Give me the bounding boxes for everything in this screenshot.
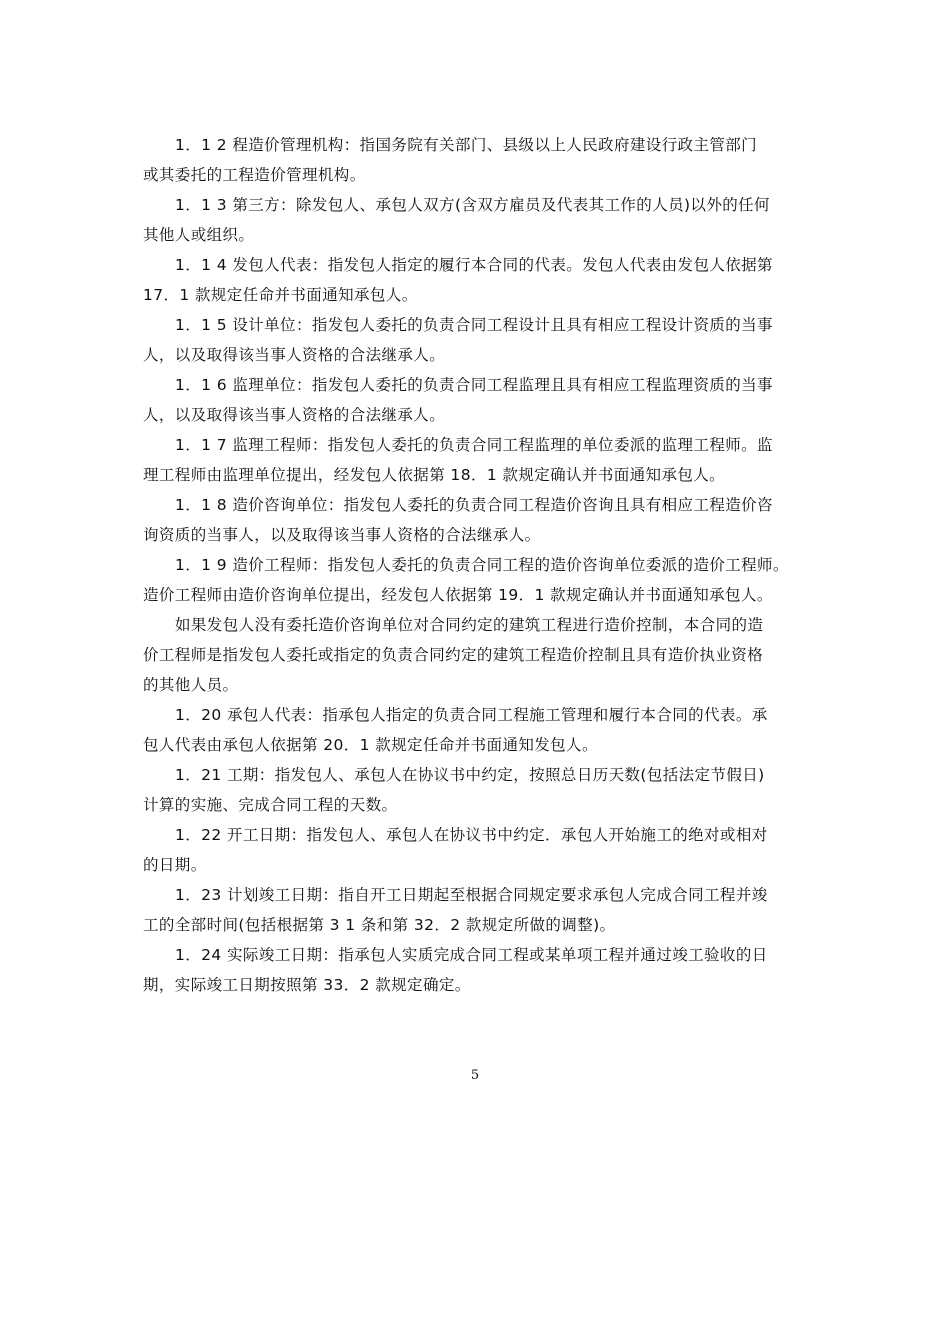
text-line: 的日期。 xyxy=(143,856,207,874)
text-line: 造价工程师由造价咨询单位提出，经发包人依据第 19．1 款规定确认并书面通知承包人。 xyxy=(143,586,773,604)
text-line: 人，以及取得该当事人资格的合法继承人。 xyxy=(143,406,446,424)
text-line: 1．1 4 发包人代表：指发包人指定的履行本合同的代表。发包人代表由发包人依据第 xyxy=(175,256,773,274)
text-line: 1．24 实际竣工日期：指承包人实质完成合同工程或某单项工程并通过竣工验收的日 xyxy=(175,946,768,964)
paragraph xyxy=(143,550,823,610)
paragraph xyxy=(143,700,823,760)
text-line: 的其他人员。 xyxy=(143,676,239,694)
text-line: 其他人或组织。 xyxy=(143,226,255,244)
paragraph xyxy=(143,820,823,880)
paragraph xyxy=(143,610,823,700)
text-line: 理工程师由监理单位提出，经发包人依据第 18．1 款规定确认并书面通知承包人。 xyxy=(143,466,726,484)
text-line: 计算的实施、完成合同工程的天数。 xyxy=(143,796,398,814)
paragraph xyxy=(143,310,823,370)
text-line: 1．21 工期：指发包人、承包人在协议书中约定，按照总日历天数(包括法定节假日) xyxy=(175,766,765,784)
text-line: 1．20 承包人代表：指承包人指定的负责合同工程施工管理和履行本合同的代表。承 xyxy=(175,706,768,724)
paragraph xyxy=(143,940,823,1000)
text-line: 1．1 6 监理单位：指发包人委托的负责合同工程监理且具有相应工程监理资质的当事 xyxy=(175,376,773,394)
text-line: 询资质的当事人，以及取得该当事人资格的合法继承人。 xyxy=(143,526,541,544)
text-line: 1．1 8 造价咨询单位：指发包人委托的负责合同工程造价咨询且具有相应工程造价咨 xyxy=(175,496,773,514)
text-line: 1．22 开工日期：指发包人、承包人在协议书中约定．承包人开始施工的绝对或相对 xyxy=(175,826,768,844)
text-line: 17．1 款规定任命并书面通知承包人。 xyxy=(143,286,418,304)
paragraph xyxy=(143,430,823,490)
page-number: 5 xyxy=(470,1068,480,1083)
text-line: 1．1 3 第三方：除发包人、承包人双方(含双方雇员及代表其工作的人员)以外的任何 xyxy=(175,196,770,214)
paragraph xyxy=(143,880,823,940)
text-line: 或其委托的工程造价管理机构。 xyxy=(143,166,366,184)
text-line: 1．1 9 造价工程师：指发包人委托的负责合同工程的造价咨询单位委派的造价工程师。 xyxy=(175,556,789,574)
paragraph xyxy=(143,250,823,310)
text-line: 1．1 5 设计单位：指发包人委托的负责合同工程设计且具有相应工程设计资质的当事 xyxy=(175,316,773,334)
text-line: 工的全部时间(包括根据第 3 1 条和第 32．2 款规定所做的调整)。 xyxy=(143,916,616,934)
text-line: 1．1 2 程造价管理机构：指国务院有关部门、县级以上人民政府建设行政主管部门 xyxy=(175,136,758,154)
text-line: 期，实际竣工日期按照第 33．2 款规定确定。 xyxy=(143,976,471,994)
text-line: 人，以及取得该当事人资格的合法继承人。 xyxy=(143,346,446,364)
paragraph xyxy=(143,490,823,550)
text-line: 如果发包人没有委托造价咨询单位对合同约定的建筑工程进行造价控制，本合同的造 xyxy=(175,616,764,634)
text-line: 1．1 7 监理工程师：指发包人委托的负责合同工程监理的单位委派的监理工程师。监 xyxy=(175,436,773,454)
paragraph xyxy=(143,190,823,250)
text-line: 包人代表由承包人依据第 20．1 款规定任命并书面通知发包人。 xyxy=(143,736,598,754)
text-line: 价工程师是指发包人委托或指定的负责合同约定的建筑工程造价控制且具有造价执业资格 xyxy=(143,646,764,664)
document-body xyxy=(143,130,823,1000)
text-line: 1．23 计划竣工日期：指自开工日期起至根据合同规定要求承包人完成合同工程并竣 xyxy=(175,886,768,904)
paragraph xyxy=(143,760,823,820)
paragraph xyxy=(143,130,823,190)
paragraph xyxy=(143,370,823,430)
